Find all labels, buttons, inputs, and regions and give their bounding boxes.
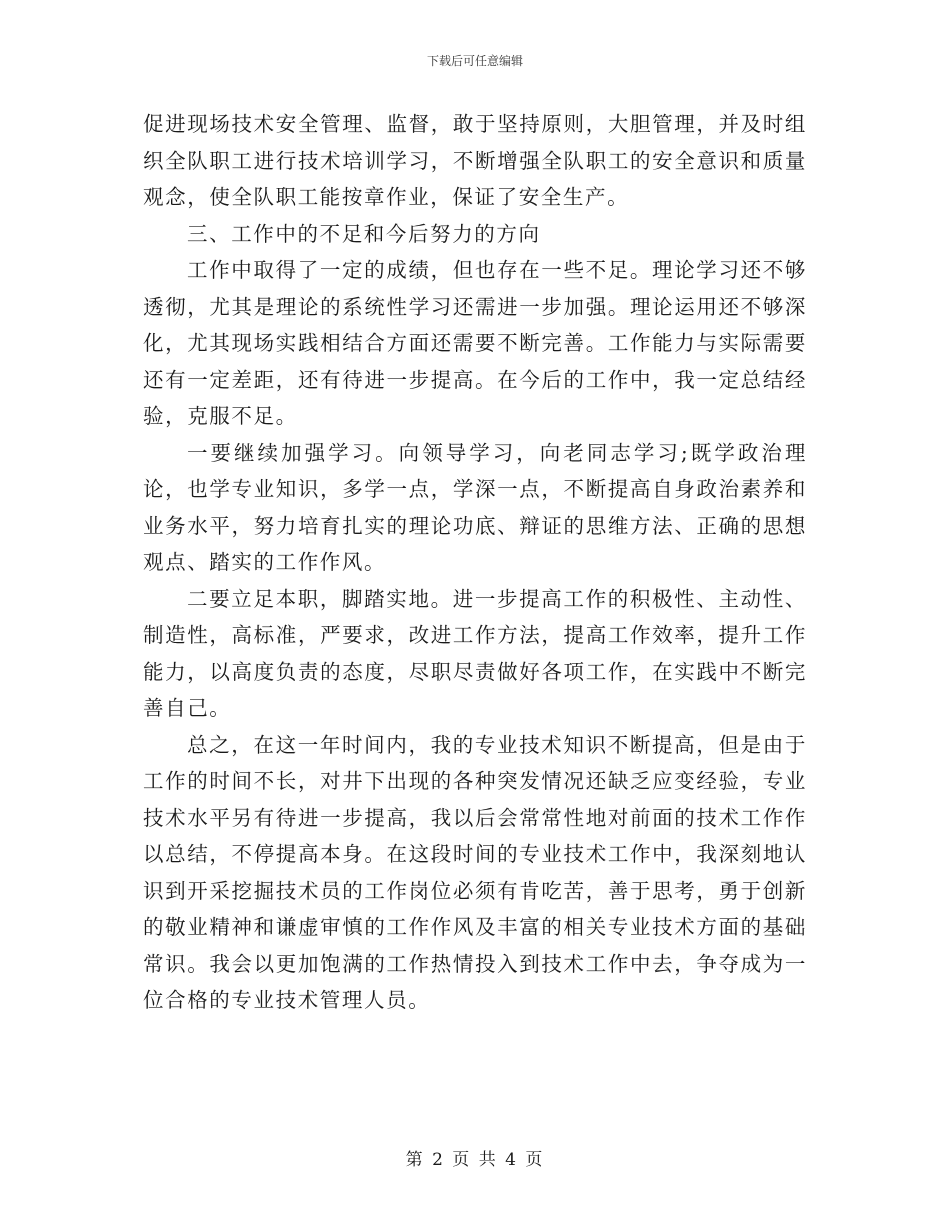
paragraph-shortcomings: 工作中取得了一定的成绩，但也存在一些不足。理论学习还不够透彻，尤其是理论的系统性学习还需进一步加强。理论运用还不够深化，尤其现场实践相结合方面还需要不断完善。工作能力与实际需要还有一定差距，还有待进一步提高。在今后的工作中，我一定总结经验，克服不足。 bbox=[143, 258, 807, 428]
paragraph-continuation: 促进现场技术安全管理、监督，敢于坚持原则，大胆管理，并及时组织全队职工进行技术培训学习，不断增强全队职工的安全意识和质量观念，使全队职工能按章作业，保证了安全生产。 bbox=[143, 112, 807, 209]
section-heading: 三、工作中的不足和今后努力的方向 bbox=[187, 221, 541, 246]
page-number: 第 2 页 共 4 页 bbox=[405, 1150, 545, 1170]
paragraph-summary: 总之，在这一年时间内，我的专业技术知识不断提高，但是由于工作的时间不长，对井下出现的各种突发情况还缺乏应变经验，专业技术水平另有待进一步提高，我以后会常常性地对前面的技术工作作以总结，不停提高本身。在这段时间的专业技术工作中，我深刻地认识到开采挖掘技术员的工作岗位必须有肯吃苦，善于思考，勇于创新的敬业精神和谦虚审慎的工作作风及丰富的相关专业技术方面的基础常识。我会以更加饱满的工作热情投入到技术工作中去，争夺成为一位合格的专业技术管理人员。 bbox=[143, 732, 807, 1012]
paragraph-study: 一要继续加强学习。向领导学习，向老同志学习;既学政治理论，也学专业知识，多学一点，学深一点，不断提高自身政治素养和业务水平，努力培育扎实的理论功底、辩证的思维方法、正确的思想观点、踏实的工作作风。 bbox=[143, 440, 807, 574]
paragraph-duty: 二要立足本职，脚踏实地。进一步提高工作的积极性、主动性、制造性，高标准，严要求，改进工作方法，提高工作效率，提升工作能力，以高度负责的态度，尽职尽责做好各项工作，在实践中不断完善自己。 bbox=[143, 586, 807, 720]
page-header-note: 下载后可任意编辑 bbox=[426, 54, 523, 68]
document-body bbox=[143, 106, 807, 1019]
